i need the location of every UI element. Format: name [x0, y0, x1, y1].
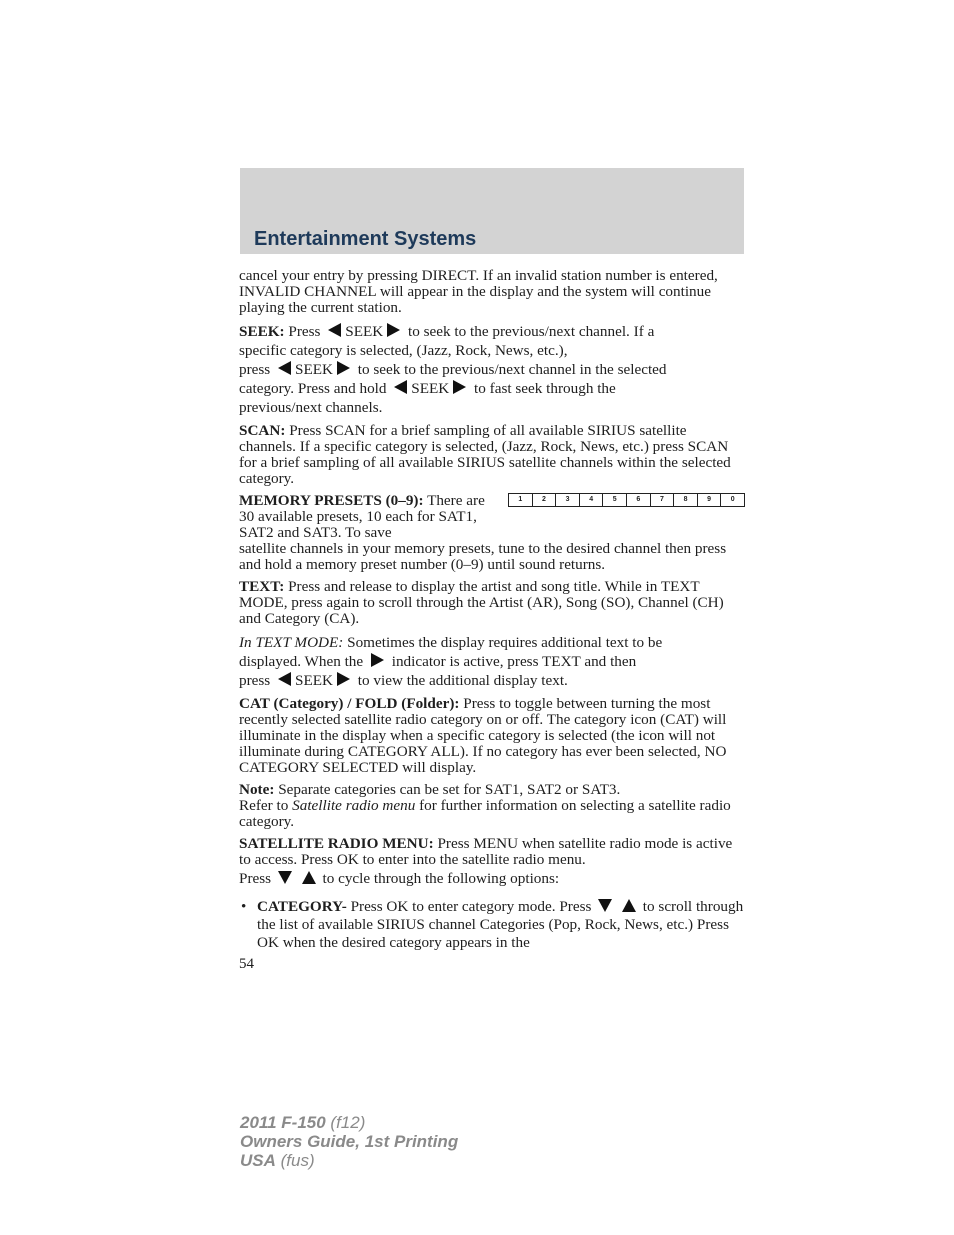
seek-text-8: previous/next channels.	[239, 399, 383, 416]
category-text-2: to scroll	[642, 898, 693, 915]
footer-model: 2011 F-150	[240, 1113, 326, 1132]
seek-text-7: to fast seek through the	[474, 380, 616, 397]
category-label: CATEGORY-	[257, 898, 347, 915]
note-text-3: for further information on selecting a satellite radio category.	[239, 797, 731, 830]
preset-button-9: 9	[698, 494, 722, 506]
scan-label: SCAN:	[239, 422, 286, 439]
footer-region-code: (fus)	[275, 1151, 315, 1170]
seek-right-icon	[453, 380, 466, 394]
text-text: Press and release to display the artist and song title. While in TEXT MODE, press again to scroll through the Artist (AR), Song (SO), Channel (CH) and Category (CA).	[239, 578, 724, 627]
memory-label: MEMORY PRESETS (0–9):	[239, 492, 424, 509]
textmode-label: In TEXT MODE:	[239, 634, 344, 651]
seek-left-icon	[394, 380, 407, 394]
textmode-text-4: press	[239, 672, 271, 689]
preset-button-7: 7	[651, 494, 675, 506]
category-text-3: through the list of available SIRIUS channel Categories (Pop, Rock, News, etc.) Press OK when the desired category appears in the	[257, 898, 744, 951]
memory-text-a: There are 30 available presets, 10 each for SAT1, SAT2 and SAT3. To save	[239, 492, 485, 541]
seek-right-icon	[337, 672, 350, 686]
seek-text-2: to seek to the previous/next channel. If a	[408, 323, 655, 340]
bullet-dot: •	[241, 898, 247, 915]
indicator-arrow-icon	[371, 653, 384, 667]
page-content	[239, 268, 745, 972]
textmode-text-5: to view the additional display text.	[357, 672, 568, 689]
seek-text-6: category. Press and hold	[239, 380, 387, 397]
seek-right-icon	[337, 361, 350, 375]
preset-button-2: 2	[533, 494, 557, 506]
down-arrow-icon	[278, 871, 292, 884]
memory-presets-block	[239, 493, 745, 573]
up-arrow-icon	[302, 871, 316, 884]
cat-text: Press to toggle between turning the most recently selected satellite radio category on or off. The category icon (CAT) will illuminate in the display when a specific category is selected (the icon will not illuminate during CATEGORY ALL). If no category has ever been selected, NO CATEGORY SELECTED will display.	[239, 695, 727, 776]
seek-text-4: press	[239, 361, 271, 378]
category-text-1: Press OK to enter category mode. Press	[350, 898, 592, 915]
note-text-2: Refer to	[239, 797, 289, 814]
cat-label: CAT (Category) / FOLD (Folder):	[239, 695, 460, 712]
seek-text-3: specific category is selected, (Jazz, Rock, News, etc.),	[239, 342, 568, 359]
cat-paragraph	[239, 696, 745, 776]
seek-word: SEEK	[411, 380, 450, 397]
seek-word: SEEK	[295, 672, 333, 689]
preset-button-3: 3	[556, 494, 580, 506]
section-title: Entertainment Systems	[254, 228, 477, 250]
preset-button-4: 4	[580, 494, 604, 506]
seek-paragraph	[239, 322, 745, 417]
satmenu-label: SATELLITE RADIO MENU:	[239, 835, 434, 852]
satmenu-text-1: Press MENU when satellite radio mode is active to access. Press OK to enter into the satellite radio menu.	[239, 835, 733, 868]
scan-paragraph	[239, 423, 745, 487]
satmenu-paragraph	[239, 836, 745, 888]
textmode-text-2: displayed. When the	[239, 653, 364, 670]
note-label: Note:	[239, 781, 275, 798]
footer-model-code: (f12)	[325, 1113, 366, 1132]
textmode-paragraph	[239, 633, 745, 690]
footer-guide: Owners Guide, 1st Printing	[240, 1132, 459, 1151]
scan-text: Press SCAN for a brief sampling of all available SIRIUS satellite channels. If a specific category is selected, (Jazz, Rock, News, etc.) press SCAN for a brief sampling of all available SIRIUS satellite channels within the selected category.	[239, 422, 731, 487]
seek-left-icon	[328, 323, 341, 337]
category-bullet	[239, 898, 745, 952]
seek-word: SEEK	[295, 361, 333, 378]
preset-button-6: 6	[627, 494, 651, 506]
preset-buttons-row	[508, 493, 745, 507]
footer-region: USA	[240, 1151, 276, 1170]
section-header-band	[240, 168, 744, 254]
up-arrow-icon	[622, 899, 636, 912]
seek-left-icon	[278, 672, 291, 686]
seek-word: SEEK	[345, 323, 384, 340]
page-number: 54	[239, 956, 254, 972]
preset-button-0: 0	[730, 496, 735, 503]
satmenu-text-3: to cycle through the following options:	[322, 870, 560, 887]
seek-left-icon	[278, 361, 291, 375]
footer-print-info	[240, 1113, 458, 1170]
satmenu-text-2: Press	[239, 870, 272, 887]
preset-button-5: 5	[603, 494, 627, 506]
seek-text-1: Press	[288, 323, 321, 340]
preset-button-8: 8	[674, 494, 698, 506]
note-paragraph	[239, 782, 745, 830]
seek-label: SEEK:	[239, 323, 285, 340]
preset-button-1: 1	[509, 494, 533, 506]
note-text-1: Separate categories can be set for SAT1, SAT2 or SAT3.	[278, 781, 621, 798]
textmode-text-1: Sometimes the display requires additional text to be	[347, 634, 663, 651]
seek-right-icon	[387, 323, 400, 337]
satellite-menu-reference: Satellite radio menu	[292, 797, 416, 814]
seek-text-5: to seek to the previous/next channel in the selected	[357, 361, 667, 378]
memory-text-b: satellite channels in your memory presets, tune to the desired channel then press and hold a memory preset number (0–9) until sound returns.	[239, 540, 727, 573]
text-paragraph	[239, 579, 745, 627]
intro-paragraph: cancel your entry by pressing DIRECT. If an invalid station number is entered, INVALID CHANNEL will appear in the display and the system will continue playing the current station.	[239, 267, 718, 316]
textmode-text-3: indicator is active, press TEXT and then	[391, 653, 637, 670]
text-label: TEXT:	[239, 578, 285, 595]
down-arrow-icon	[598, 899, 612, 912]
